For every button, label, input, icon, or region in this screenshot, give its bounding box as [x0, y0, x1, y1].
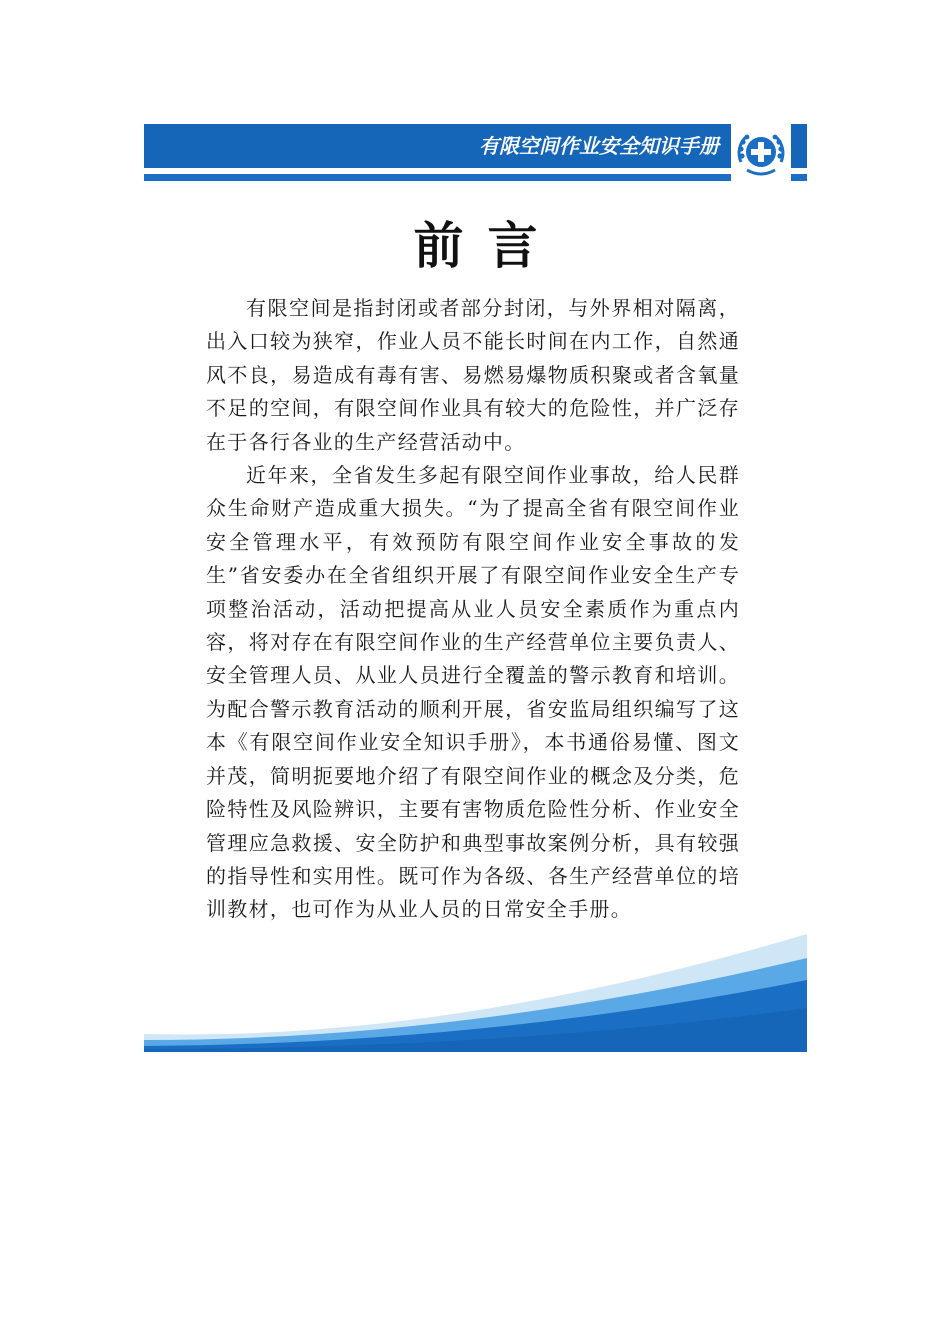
header-title: 有限空间作业安全知识手册: [479, 134, 719, 158]
page-title: 前言: [413, 217, 562, 275]
paragraph: 有限空间是指封闭或者部分封闭，与外界相对隔离，出入口较为狭窄，作业人员不能长时间在内工作，自然通风不良，易造成有毒有害、易燃易爆物质积聚或者含氧量不足的空间，有限空间作业具有较大的危险性，并广泛存在于各行各业的生产经营活动中。: [206, 296, 740, 454]
footer-swoosh: [144, 922, 807, 1052]
safety-cross-emblem-icon: [733, 126, 789, 179]
logo: [731, 124, 791, 181]
paragraph: 近年来，全省发生多起有限空间作业事故，给人民群众生命财产造成重大损失。“为了提高全省有限空间作业安全管理水平，有效预防有限空间作业安全事故的发生”省安委办在全省组织开展了有限空间作业安全生产专项整治活动，活动把提高从业人员安全素质作为重点内容，将对存在有限空间作业的生产经营单位主要负责人、安全管理人员、从业人员进行全覆盖的警示教育和培训。为配合警示教育活动的顺利开展，省安监局组织编写了这本《有限空间作业安全知识手册》，本书通俗易懂、图文并茂，简明扼要地介绍了有限空间作业的概念及分类，危险特性及风险辨识，主要有害物质危险性分析、作业安全管理应急救援、安全防护和典型事故案例分析，具有较强的指导性和实用性。既可作为各级、各生产经营单位的培训教材，也可作为从业人员的日常安全手册。: [206, 463, 740, 922]
document-page: [144, 124, 807, 1052]
preface-body: [206, 292, 740, 927]
header-stripe: [144, 174, 807, 181]
